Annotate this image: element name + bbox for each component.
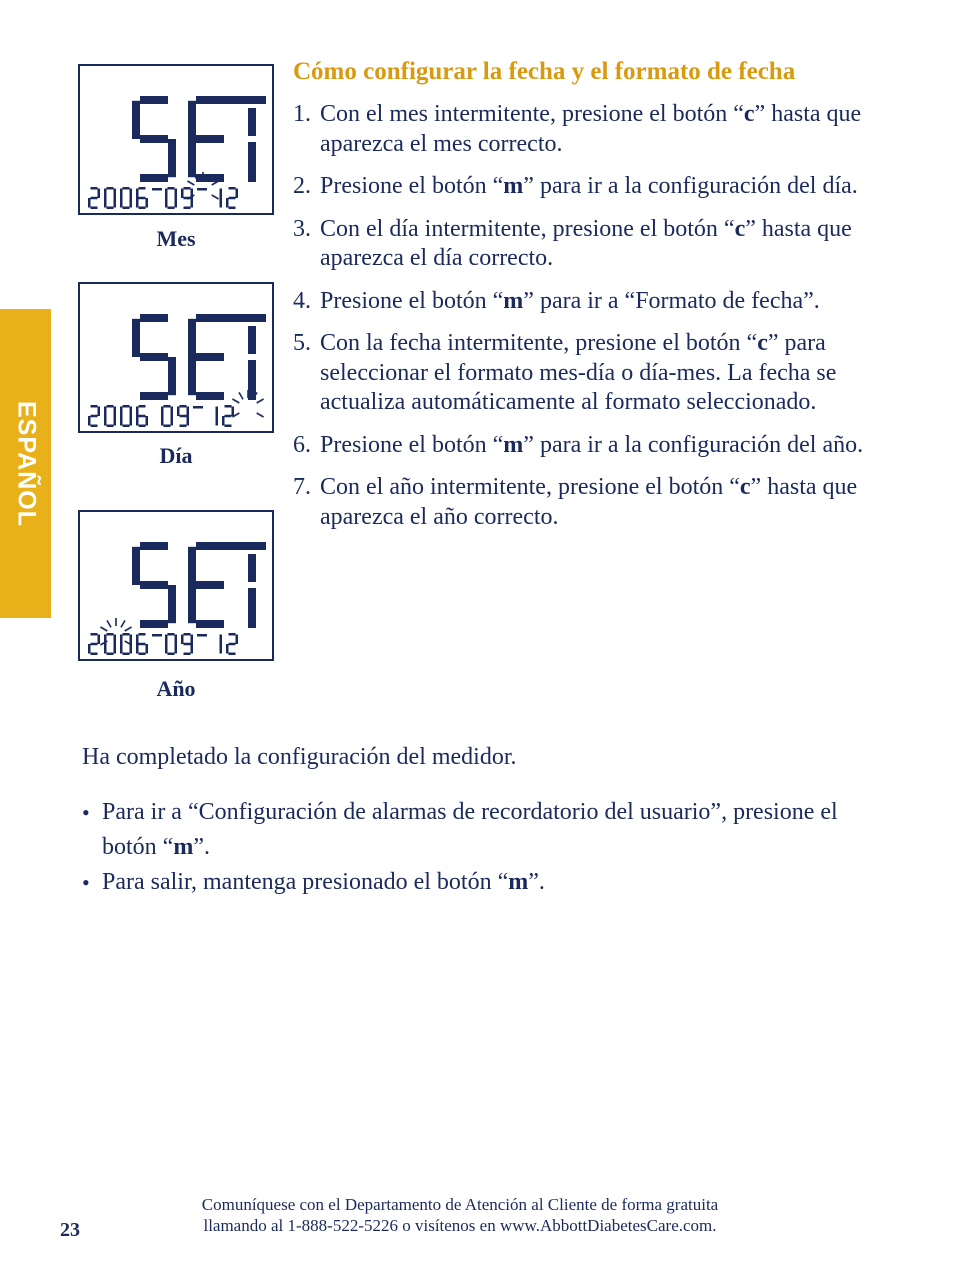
steps-list [293,100,893,545]
step-number: 2. [293,173,311,199]
step-text-pre: Con el día intermitente, presione el botón “ [320,215,735,242]
step-item [293,172,893,202]
footer-contact [130,1194,790,1236]
step-text-pre: Con la fecha intermitente, presione el botón “ [320,330,758,356]
lcd-caption-year: Año [156,676,196,701]
step-item [293,431,893,461]
footer-line-2: llamando al 1-888-522-5226 o visítenos en www.AbbottDiabetesCare.com. [203,1216,717,1235]
step-number: 1. [293,101,311,127]
step-item [293,329,893,418]
step-text-pre: Presione el botón “ [320,431,504,458]
bullet-key: m [508,869,529,895]
step-item [293,100,893,159]
bullet-key: m [173,834,194,860]
bullet-item [82,795,882,865]
bullet-text-pre: Para ir a “Configuración de alarmas de recordatorio del usuario”, presione el botón “ [102,799,838,860]
step-item [293,287,893,317]
step-number: 5. [293,330,311,356]
bullet-text-post: ”. [193,834,210,860]
section-heading: Cómo configurar la fecha y el formato de fecha [293,58,796,85]
lcd-caption-day: Día [159,443,193,468]
step-text-post: ” hasta que aparezca el día correcto. [320,215,852,271]
step-text-post: ” para seleccionar el formato mes-día o día-mes. La fecha se actualiza automáticamente al formato seleccionado. [320,330,837,415]
lcd-graphic-month [80,66,272,213]
completion-text: Ha completado la configuración del medidor. [82,744,517,770]
step-item [293,473,893,532]
lcd-display-month [78,64,274,215]
step-key: c [734,215,746,242]
step-key: c [739,474,751,500]
bullet-dot-icon: • [82,800,90,825]
step-text-pre: Presione el botón “ [320,173,504,199]
step-text-pre: Con el año intermitente, presione el botón “ [320,474,740,500]
step-text-post: ” para ir a “Formato de fecha”. [523,287,820,314]
language-tab-label: ESPAÑOL [12,400,40,527]
page-number: 23 [60,1219,80,1241]
language-tab [0,309,51,618]
step-number: 6. [293,431,311,458]
step-text-post: ” hasta que aparezca el año correcto. [320,474,858,530]
bullet-item [82,865,882,900]
step-text-post: ” para ir a la configuración del día. [523,173,858,199]
step-number: 3. [293,215,311,242]
footer-line-1: Comuníquese con el Departamento de Atención al Cliente de forma gratuita [201,1195,719,1214]
step-item [293,215,893,274]
bullet-text-post: ”. [528,869,545,895]
step-number: 7. [293,474,311,500]
step-text-pre: Presione el botón “ [320,287,504,314]
bullet-text-pre: Para salir, mantenga presionado el botón “ [102,869,509,895]
next-steps-list [82,795,882,900]
step-key: m [503,173,524,199]
step-text-post: ” para ir a la configuración del año. [523,431,864,458]
step-text-pre: Con el mes intermitente, presione el botón “ [320,101,744,127]
step-number: 4. [293,287,311,314]
lcd-display-year [78,510,274,661]
step-key: c [743,101,755,127]
step-key: m [503,431,524,458]
step-text-post: ” hasta que aparezca el mes correcto. [320,101,862,157]
step-key: m [503,287,524,314]
lcd-graphic-day [80,284,272,431]
bullet-dot-icon: • [82,870,90,895]
lcd-graphic-year [80,512,272,659]
step-key: c [757,330,768,356]
lcd-display-day [78,282,274,433]
lcd-caption-month: Mes [156,226,196,251]
